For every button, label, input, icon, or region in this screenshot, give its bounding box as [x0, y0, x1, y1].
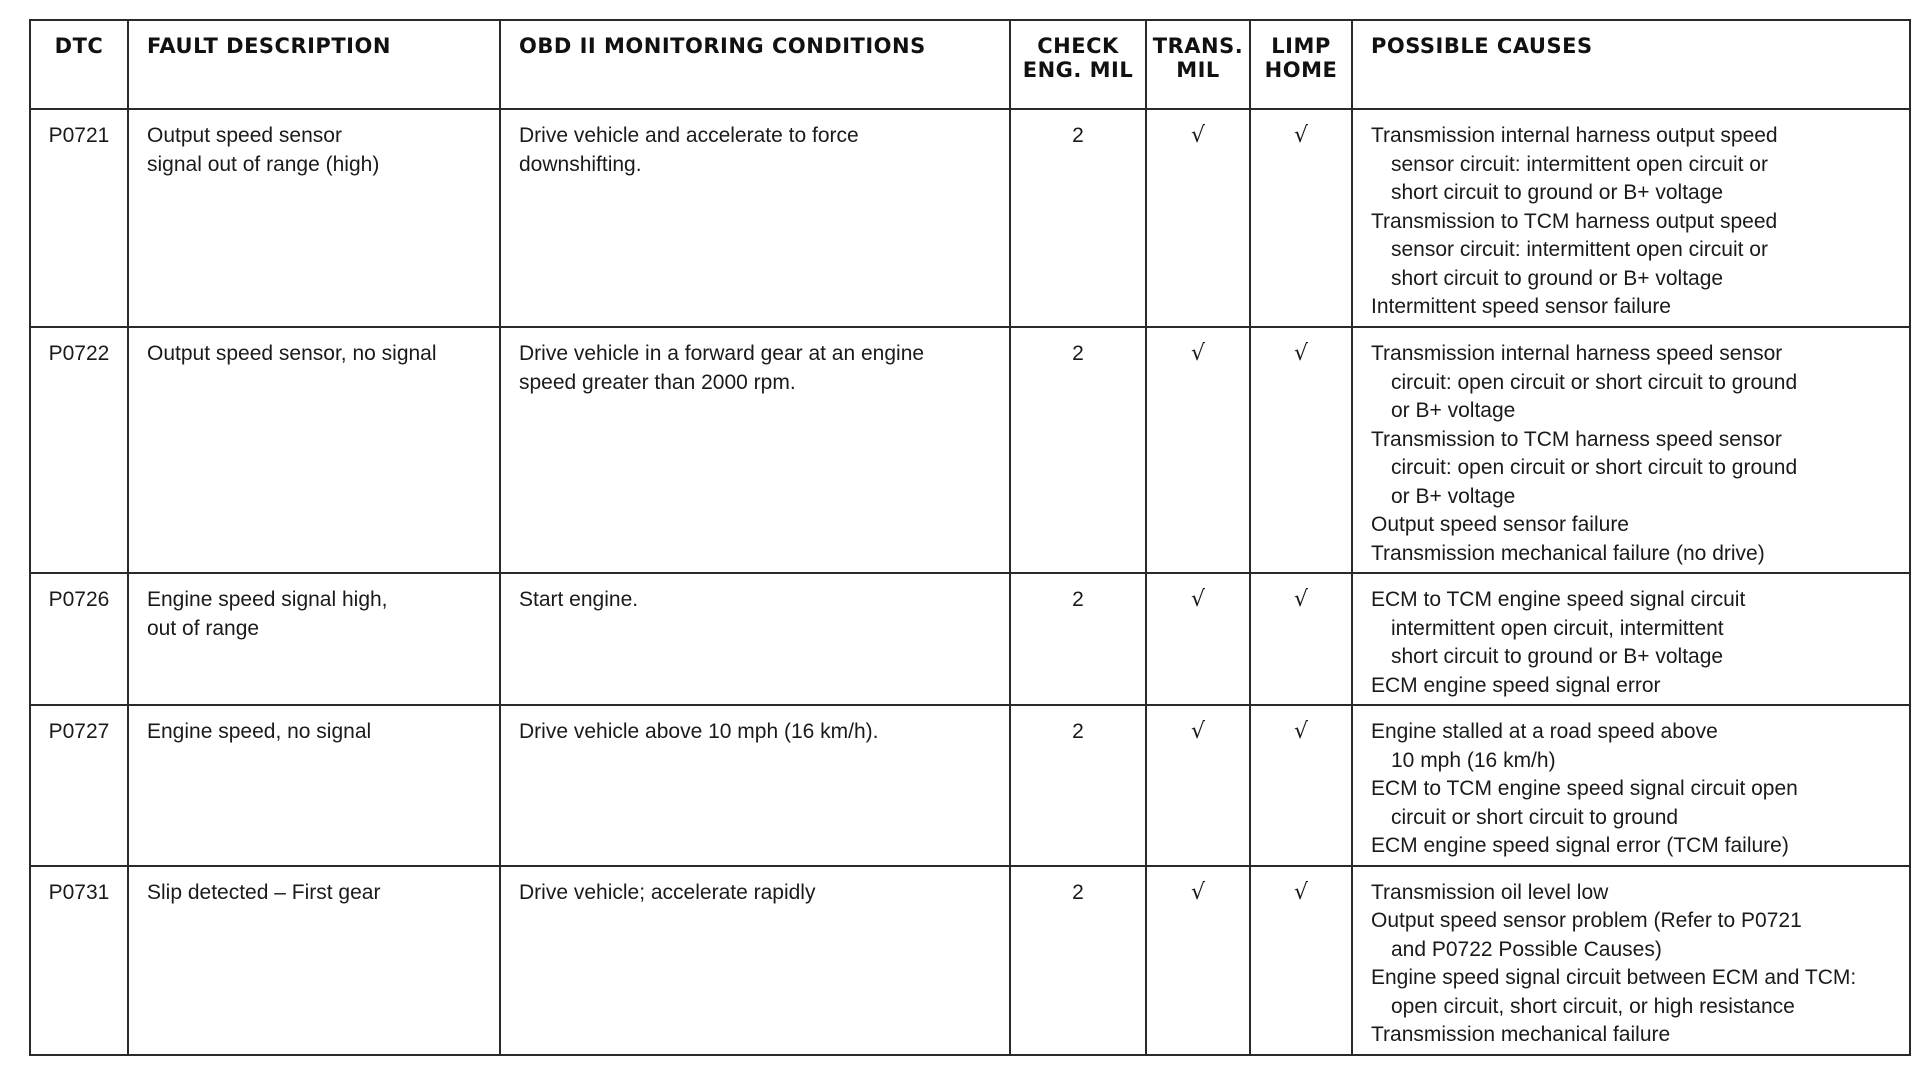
- dtc-code-cell: [30, 327, 128, 573]
- limp-home-cell: [1250, 573, 1352, 705]
- possible-cause-line: circuit: open circuit or short circuit to ground: [1391, 456, 1798, 479]
- possible-cause-line: short circuit to ground or B+ voltage: [1391, 181, 1724, 204]
- header-limp-home: [1250, 20, 1352, 109]
- possible-cause-line: Transmission mechanical failure: [1371, 1023, 1671, 1046]
- trans-mil-check-mark: √: [1190, 719, 1206, 744]
- trans-mil-cell: [1146, 705, 1250, 866]
- monitoring-conditions-cell: [500, 573, 1010, 705]
- header-limp-home-line1: LIMP: [1271, 34, 1331, 58]
- possible-cause-line: sensor circuit: intermittent open circuit or: [1391, 238, 1768, 261]
- fault-description-cell: [128, 109, 500, 327]
- fault-description-line: Engine speed, no signal: [147, 720, 372, 743]
- table-row: [30, 327, 1910, 573]
- monitoring-conditions-line: Drive vehicle above 10 mph (16 km/h).: [519, 720, 879, 743]
- possible-cause-line: 10 mph (16 km/h): [1391, 748, 1556, 772]
- possible-cause-line: Transmission internal harness output speed: [1371, 124, 1778, 147]
- trans-mil-check-mark: √: [1190, 587, 1206, 612]
- possible-cause-line: Output speed sensor failure: [1371, 513, 1629, 536]
- limp-home-cell: [1250, 866, 1352, 1055]
- trans-mil-cell: [1146, 327, 1250, 573]
- monitoring-conditions-line: Drive vehicle; accelerate rapidly: [519, 880, 816, 904]
- possible-cause-line: intermittent open circuit, intermittent: [1391, 616, 1724, 640]
- header-obd-monitoring-conditions: OBD II MONITORING CONDITIONS: [500, 20, 1010, 109]
- dtc-code: P0731: [48, 880, 110, 904]
- fault-description-line: Slip detected – First gear: [147, 880, 381, 904]
- possible-cause-line: Engine speed signal circuit between ECM and TCM:: [1371, 966, 1857, 989]
- table-row: [30, 866, 1910, 1055]
- table-row: [30, 109, 1910, 327]
- header-check-eng-mil: [1010, 20, 1146, 109]
- dtc-code: P0721: [48, 124, 110, 147]
- check-eng-mil-cell: [1010, 109, 1146, 327]
- dtc-table-container: [29, 19, 1909, 1056]
- fault-description-line: signal out of range (high): [147, 152, 380, 176]
- check-eng-mil-value: 2: [1072, 720, 1084, 743]
- check-eng-mil-value: 2: [1072, 588, 1084, 611]
- possible-causes-cell: [1352, 573, 1910, 705]
- header-possible-causes: POSSIBLE CAUSES: [1352, 20, 1910, 109]
- check-eng-mil-value: 2: [1072, 124, 1084, 147]
- dtc-code: P0722: [48, 342, 110, 365]
- monitoring-conditions-cell: [500, 109, 1010, 327]
- monitoring-conditions-line: speed greater than 2000 rpm.: [519, 370, 796, 394]
- fault-description-line: Engine speed signal high,: [147, 588, 388, 611]
- possible-cause-line: Engine stalled at a road speed above: [1371, 720, 1718, 743]
- possible-cause-line: or B+ voltage: [1391, 484, 1516, 508]
- check-eng-mil-value: 2: [1072, 880, 1084, 904]
- possible-cause-line: ECM to TCM engine speed signal circuit open: [1371, 777, 1798, 800]
- dtc-code-cell: [30, 705, 128, 866]
- limp-home-check-mark: √: [1293, 123, 1309, 148]
- possible-cause-line: Transmission internal harness speed sensor: [1371, 342, 1783, 365]
- limp-home-check-mark: √: [1293, 341, 1309, 366]
- possible-cause-line: ECM engine speed signal error: [1371, 673, 1661, 697]
- header-check-eng-mil-line1: CHECK: [1037, 34, 1119, 58]
- possible-cause-line: Intermittent speed sensor failure: [1371, 295, 1671, 318]
- possible-cause-line: ECM engine speed signal error (TCM failure): [1371, 834, 1789, 857]
- limp-home-check-mark: √: [1293, 719, 1309, 744]
- possible-cause-line: circuit: open circuit or short circuit to ground: [1391, 370, 1798, 394]
- trans-mil-check-mark: √: [1190, 123, 1206, 148]
- monitoring-conditions-line: Start engine.: [519, 588, 639, 611]
- limp-home-cell: [1250, 109, 1352, 327]
- fault-description-line: Output speed sensor, no signal: [147, 342, 437, 365]
- possible-cause-line: Transmission oil level low: [1371, 880, 1609, 904]
- trans-mil-cell: [1146, 866, 1250, 1055]
- possible-cause-line: Transmission to TCM harness output speed: [1371, 209, 1778, 233]
- check-eng-mil-cell: [1010, 866, 1146, 1055]
- fault-description-cell: [128, 327, 500, 573]
- dtc-code-cell: [30, 866, 128, 1055]
- fault-description-cell: [128, 705, 500, 866]
- check-eng-mil-cell: [1010, 705, 1146, 866]
- table-header-row: [30, 20, 1910, 109]
- possible-cause-line: Output speed sensor problem (Refer to P0721: [1371, 909, 1802, 932]
- fault-description-cell: [128, 573, 500, 705]
- possible-cause-line: short circuit to ground or B+ voltage: [1391, 645, 1724, 668]
- table-row: [30, 573, 1910, 705]
- trans-mil-check-mark: √: [1190, 341, 1206, 366]
- header-trans-mil-line1: TRANS.: [1152, 34, 1244, 58]
- trans-mil-cell: [1146, 109, 1250, 327]
- monitoring-conditions-line: Drive vehicle and accelerate to force: [519, 124, 859, 147]
- monitoring-conditions-line: Drive vehicle in a forward gear at an engine: [519, 342, 925, 365]
- header-check-eng-mil-line2: ENG. MIL: [1022, 58, 1134, 82]
- header-fault-description: FAULT DESCRIPTION: [128, 20, 500, 109]
- dtc-code: P0727: [48, 720, 110, 743]
- possible-causes-cell: [1352, 109, 1910, 327]
- dtc-code: P0726: [48, 588, 110, 611]
- trans-mil-cell: [1146, 573, 1250, 705]
- monitoring-conditions-cell: [500, 327, 1010, 573]
- monitoring-conditions-line: downshifting.: [519, 152, 642, 176]
- fault-description-line: out of range: [147, 616, 260, 640]
- check-eng-mil-cell: [1010, 327, 1146, 573]
- fault-description-line: Output speed sensor: [147, 124, 342, 147]
- check-eng-mil-value: 2: [1072, 342, 1084, 365]
- fault-description-cell: [128, 866, 500, 1055]
- header-trans-mil: [1146, 20, 1250, 109]
- dtc-code-cell: [30, 573, 128, 705]
- possible-cause-line: or B+ voltage: [1391, 399, 1516, 422]
- possible-cause-line: and P0722 Possible Causes): [1391, 937, 1662, 961]
- possible-cause-line: Transmission mechanical failure (no drive): [1371, 541, 1765, 565]
- possible-cause-line: circuit or short circuit to ground: [1391, 805, 1679, 829]
- possible-cause-line: sensor circuit: intermittent open circuit or: [1391, 152, 1768, 176]
- trans-mil-check-mark: √: [1190, 879, 1206, 905]
- header-trans-mil-line2: MIL: [1176, 58, 1220, 82]
- table-body: [30, 109, 1910, 1055]
- possible-cause-line: short circuit to ground or B+ voltage: [1391, 266, 1724, 290]
- limp-home-check-mark: √: [1293, 587, 1309, 612]
- possible-cause-line: Transmission to TCM harness speed sensor: [1371, 427, 1782, 451]
- possible-causes-cell: [1352, 866, 1910, 1055]
- header-limp-home-line2: HOME: [1264, 58, 1338, 82]
- possible-cause-line: ECM to TCM engine speed signal circuit: [1371, 588, 1746, 611]
- limp-home-check-mark: √: [1293, 879, 1309, 905]
- monitoring-conditions-cell: [500, 705, 1010, 866]
- monitoring-conditions-cell: [500, 866, 1010, 1055]
- limp-home-cell: [1250, 705, 1352, 866]
- dtc-code-cell: [30, 109, 128, 327]
- table-row: [30, 705, 1910, 866]
- possible-cause-line: open circuit, short circuit, or high resistance: [1391, 994, 1795, 1018]
- possible-causes-cell: [1352, 327, 1910, 573]
- dtc-table: [29, 19, 1911, 1056]
- possible-causes-cell: [1352, 705, 1910, 866]
- header-dtc: DTC: [30, 20, 128, 109]
- limp-home-cell: [1250, 327, 1352, 573]
- check-eng-mil-cell: [1010, 573, 1146, 705]
